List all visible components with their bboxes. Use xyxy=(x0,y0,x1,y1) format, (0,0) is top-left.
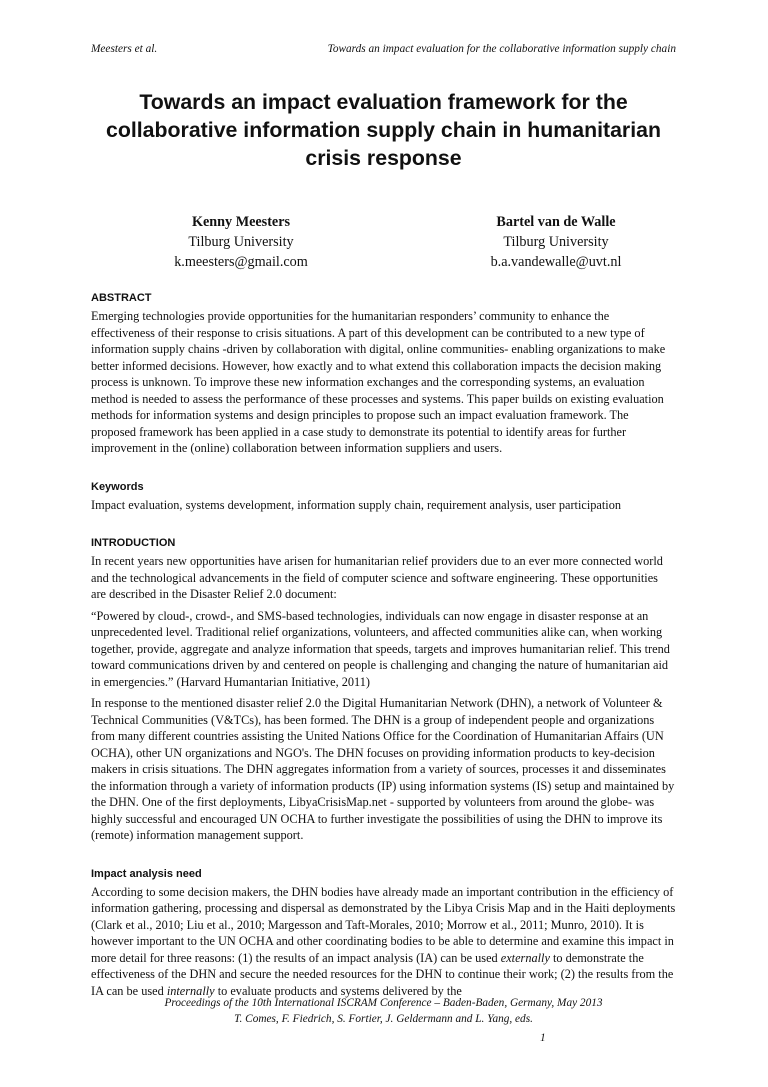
author-affiliation: Tilburg University xyxy=(503,234,609,250)
author-block-2 xyxy=(446,212,666,272)
abstract-heading: ABSTRACT xyxy=(91,292,152,304)
introduction-quote: “Powered by cloud-, crowd-, and SMS-based technologies, individuals can now engage in disaster response at an unprecedented level. Traditional relief organizations, volunteers, and affected communities alike can, when working together, provide, aggregate and analyze information that speeds, targets and improves humanitarian relief. This trend toward communications driven by and centered on people is challenging and changing the nature of humanitarian aid in emergencies.” (Harvard Humantarian Initiative, 2011) xyxy=(91,608,670,689)
keywords-text: Impact evaluation, systems development, information supply chain, requirement analysis, user participation xyxy=(91,497,621,512)
author-affiliation: Tilburg University xyxy=(188,234,294,250)
running-head-title: Towards an impact evaluation for the collaborative information supply chain xyxy=(327,43,676,55)
proceedings-footer xyxy=(91,996,676,1027)
introduction-paragraph-1: In recent years new opportunities have arisen for humanitarian relief providers due to an ever more connected world and the technological advancements in the field of computer science and software engineering. These opportunities are described in the Disaster Relief 2.0 document: xyxy=(91,554,663,601)
footer-editors-line: T. Comes, F. Fiedrich, S. Fortier, J. Geldermann and L. Yang, eds. xyxy=(234,1012,533,1025)
running-head-authors: Meesters et al. xyxy=(91,43,158,55)
page-number: 1 xyxy=(540,1032,546,1044)
author-block-1 xyxy=(131,212,351,272)
author-name: Bartel van de Walle xyxy=(496,214,616,230)
paper-body xyxy=(91,290,676,1004)
author-email: b.a.vandewalle@uvt.nl xyxy=(490,254,622,270)
author-email: k.meesters@gmail.com xyxy=(174,254,308,270)
impact-emphasis-internally: internally xyxy=(166,983,215,998)
impact-analysis-paragraph xyxy=(91,884,676,1000)
impact-analysis-heading: Impact analysis need xyxy=(91,867,202,880)
keywords-heading: Keywords xyxy=(91,480,144,493)
paper-title: Towards an impact evaluation framework for the collaborative information supply chain in humanitarian crisis response xyxy=(106,90,661,170)
impact-emphasis-externally: externally xyxy=(500,950,550,965)
abstract-text: Emerging technologies provide opportunities for the humanitarian responders’ community to enhance the effectiveness of their response to crisis situations. A part of this development can be contributed to a new type of information supply chains -driven by collaboration with digital, online communities- enabling organizations to make better informed decisions. However, how exactly and to what extend this collaboration impacts the decision making process is unknown. To improve these new information exchanges and the corresponding systems, an evaluation method is needed to assess the performance of these processes and systems. This paper builds on existing evaluation methods for information systems and design principles to propose such an impact evaluation framework. The proposed framework has been applied in a case study to demonstrate its potential to identify areas for further improvement in the (online) collaboration between information suppliers and users. xyxy=(91,309,666,455)
introduction-paragraph-2: In response to the mentioned disaster relief 2.0 the Digital Humanitarian Network (DHN), a network of Volunteer & Technical Communities (V&TCs), has been formed. The DHN is a group of independent people and organizations from many different countries assisting the United Nations Office for the Coordination of Humanitarian Affairs (UN OCHA), other UN organizations and NGO's. The DHN focuses on providing information products to key-decision makers in crisis situations. The DHN aggregates information from a variety of sources, processes it and disseminates the information through a variety of information products (IP) using information systems (IS) setup and maintained by the DHN. One of the first deployments, LibyaCrisisMap.net - supported by volunteers from around the globe- was highly successful and encouraged UN OCHA to further investigate the possibilities of using the DHN to improve its (remote) information management support. xyxy=(91,696,675,842)
author-name: Kenny Meesters xyxy=(191,214,291,230)
impact-text-b: to demonstrate the effectiveness of the DHN and secure the needed resources for the DHN to continue their work; (2) the results from the IA can be used xyxy=(91,950,674,998)
impact-text-c: to evaluate products and systems delivered by the xyxy=(214,983,462,998)
introduction-heading: INTRODUCTION xyxy=(91,537,176,549)
impact-text-a: According to some decision makers, the DHN bodies have already made an important contribution in the efficiency of information gathering, processing and dispersal as demonstrated by the Libya Crisis Map and in the Haiti deployments (Clark et al., 2010; Liu et al., 2010; Margesson and Taft-Morales, 2010; Morrow et al., 2011; Munro, 2010). It is however important to the UN OCHA and other coordinating bodies to be able to determine and examine this impact in more detail for three reasons: (1) the results of an impact analysis (IA) can be used xyxy=(91,884,676,965)
footer-proceedings-line: Proceedings of the 10th International ISCRAM Conference – Baden-Baden, Germany, May 2013 xyxy=(164,997,603,1009)
